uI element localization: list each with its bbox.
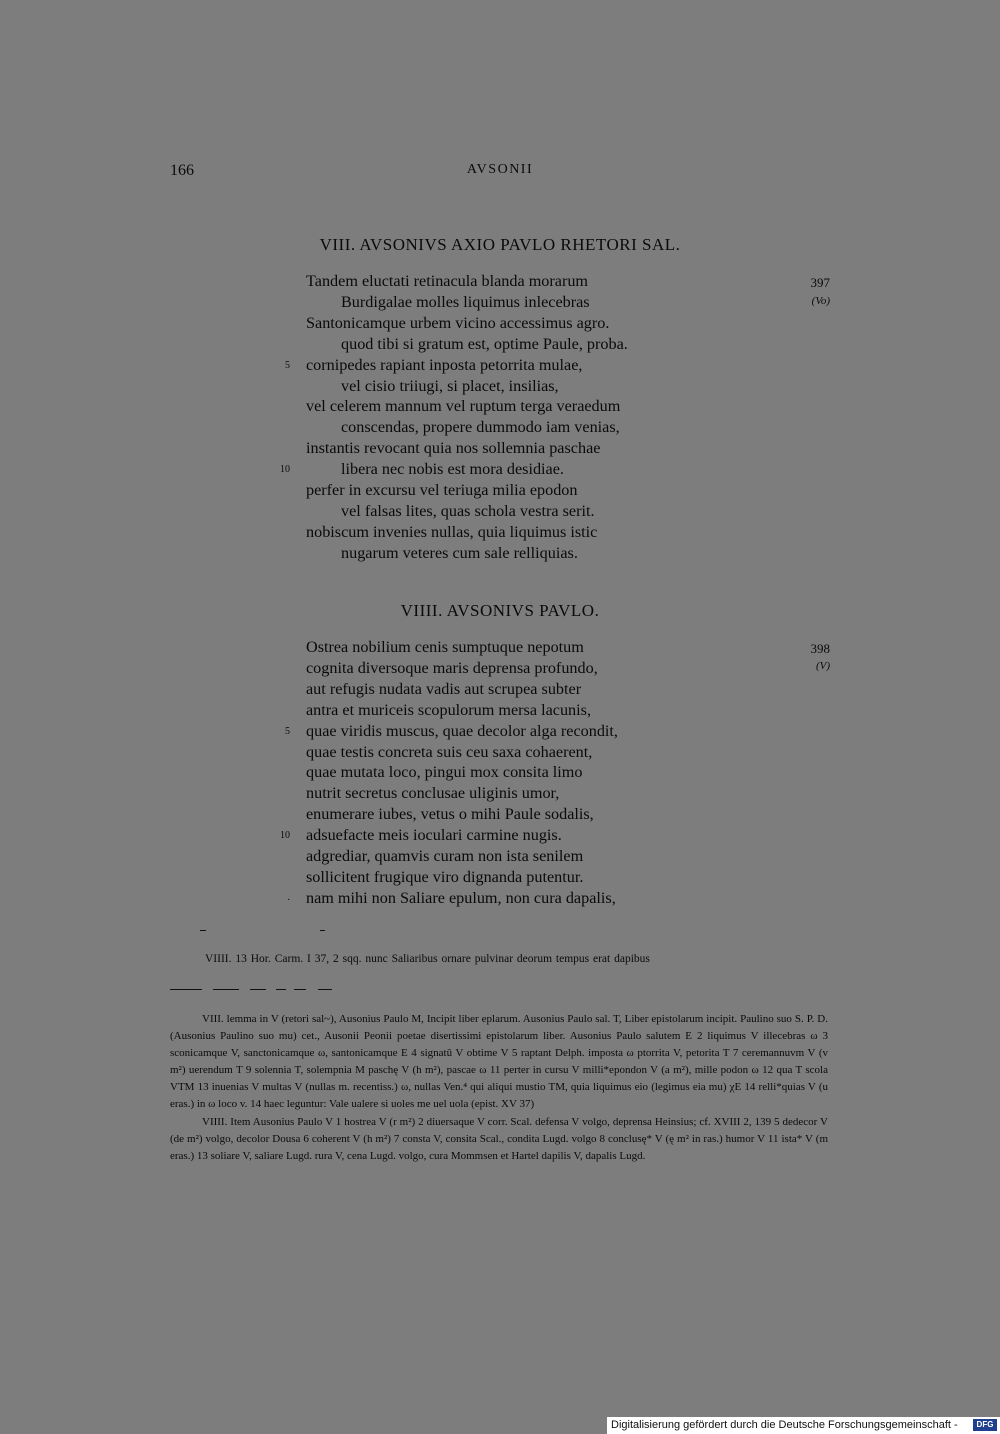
verse-line: Santonicamque urbem vicino accessimus agro. (306, 313, 610, 332)
verse-line: quae mutata loco, pingui mox consita limo (306, 763, 583, 782)
divider-dash (250, 989, 266, 990)
banner-text: Digitalisierung gefördert durch die Deutsche Forschungsgemeinschaft - (611, 1419, 958, 1431)
verse-line: Tandem eluctati retinacula blanda morarum (306, 272, 589, 290)
poem-viii-text (306, 271, 628, 564)
commentary-note: VIIII. 13 Hor. Carm. I 37, 2 sqq. nunc Saliaribus ornare pulvinar deorum tempus erat dapibus (205, 953, 650, 965)
verse-line: vel falsas lites, quas schola vestra serit. (341, 501, 595, 520)
verse-line: aut refugis nudata vadis aut scrupea subter (306, 679, 582, 698)
verse-line: adsuefacte meis ioculari carmine nugis. (306, 826, 562, 845)
divider-dash (213, 989, 239, 990)
line-number: 10 (280, 464, 290, 475)
divider-dash (318, 989, 332, 990)
poem-title-viiii: VIIII. AVSONIVS PAVLO. (400, 601, 600, 620)
verse-line: cornipedes rapiant inposta petorrita mulae, (306, 355, 583, 374)
separator-mark (320, 930, 325, 931)
apparatus-viii: VIII. lemma in V (retori sal~), Ausonius Paulo M, Incipit liber eplarum. Ausonius Paulo sal. T, Liber epistolarum incipit. Paulino suo S. P. D. (Ausonius Paulino suo mu) cet., Ausonii Peonii poetae disertissimi epistolarum liber. Ausonius Paulo salutem E 2 liquimus V illecebras ω 3 sconicamque V, sanctonicamque ω, santonicamque E 4 signatū V obtime V 5 raptant Delph. imposta ω ptorrita V, petorita T 7 ceremannuvm V (v m²) uerendum T 9 solennia T, solempnia M paschę V (h m²), pascae ω 11 perter in cursu V milli*epondon V (a m²), mille podon ω 12 qua T scola VTM 13 inuenias V multas V (nullas m. recentiss.) ω, nullas Ven.⁴ qui aliqui mustio TM, quia liquimus eio (legimus eia mu) χE 14 relli*quias V (u eras.) in ω loco v. 14 haec leguntur: Vale ualere si uoles me uel uola (epist. XV 37) (170, 1013, 828, 1111)
verse-line: instantis revocant quia nos sollemnia paschae (306, 439, 601, 458)
verse-line: Ostrea nobilium cenis sumptuque nepotum (306, 638, 584, 656)
verse-line: cognita diversoque maris deprensa profundo, (306, 658, 598, 677)
poem-viiii-text (306, 637, 618, 909)
divider-dash (170, 989, 202, 990)
margin-ref-vo: (Vo) (811, 295, 830, 307)
apparatus-viiii: VIIII. Item Ausonius Paulo V 1 hostrea V (r m²) 2 diuersaque V corr. Scal. defensa V volgo, deprensa Heinsius; cf. XVIII 2, 139 5 dedecor V (de m²) volgo, decolor Dousa 6 coherent V (h m²) 7 consta V, consita Scal., condita Lugd. volgo 8 conclusę* V (ę m² in ras.) humor V 11 ista* V (m eras.) 13 soliare V, saliare Lugd. rura V, cena Lugd. volgo, cura Mommsen et Hartel dapilis V, dapalis Lugd. (170, 1115, 828, 1162)
divider-dash (294, 989, 306, 990)
margin-ref-398: 398 (810, 641, 830, 656)
margin-ref-v: (V) (815, 660, 830, 672)
verse-line: antra et muriceis scopulorum mersa lacunis, (306, 700, 591, 719)
verse-line: adgrediar, quamvis curam non ista senilem (306, 847, 584, 866)
verse-line: quod tibi si gratum est, optime Paule, proba. (341, 334, 628, 353)
line-number: 10 (280, 830, 290, 841)
divider-dash (276, 989, 286, 990)
verse-line: libera nec nobis est mora desidiae. (341, 460, 564, 479)
verse-line: nutrit secretus conclusae uliginis umor, (306, 784, 560, 803)
critical-apparatus (170, 1011, 828, 1165)
verse-line: Burdigalae molles liquimus inlecebras (341, 292, 590, 311)
verse-line: vel celerem mannum vel ruptum terga veraedum (306, 397, 621, 416)
verse-line: sollicitent frugique viro dignanda putentur. (306, 867, 584, 886)
verse-line: quae testis concreta suis ceu saxa cohaerent, (306, 742, 593, 761)
verse-line: quae viridis muscus, quae decolor alga recondit, (306, 721, 618, 740)
poem-title-viii: VIII. AVSONIVS AXIO PAVLO RHETORI SAL. (319, 235, 681, 254)
verse-line: enumerare iubes, vetus o mihi Paule sodalis, (306, 805, 594, 824)
line-number: 5 (285, 726, 290, 737)
verse-line: vel cisio triiugi, si placet, insilias, (341, 376, 559, 395)
verse-line: perfer in excursu vel teriuga milia epodon (306, 481, 578, 500)
line-number: 5 (285, 360, 290, 371)
digitization-banner (607, 1417, 1000, 1434)
page-number: 166 (170, 162, 194, 179)
verse-line: nobiscum invenies nullas, quia liquimus istic (306, 522, 598, 541)
verse-line: nam mihi non Saliare epulum, non cura dapalis, (306, 888, 616, 907)
margin-ref-397: 397 (810, 275, 830, 290)
line-number: . (287, 892, 290, 903)
dfg-logo-icon: DFG (973, 1419, 997, 1431)
verse-line: conscendas, propere dummodo iam venias, (341, 418, 620, 437)
running-head: AVSONII (466, 162, 534, 177)
verse-line: nugarum veteres cum sale relliquias. (341, 543, 578, 562)
separator-mark (200, 930, 206, 931)
